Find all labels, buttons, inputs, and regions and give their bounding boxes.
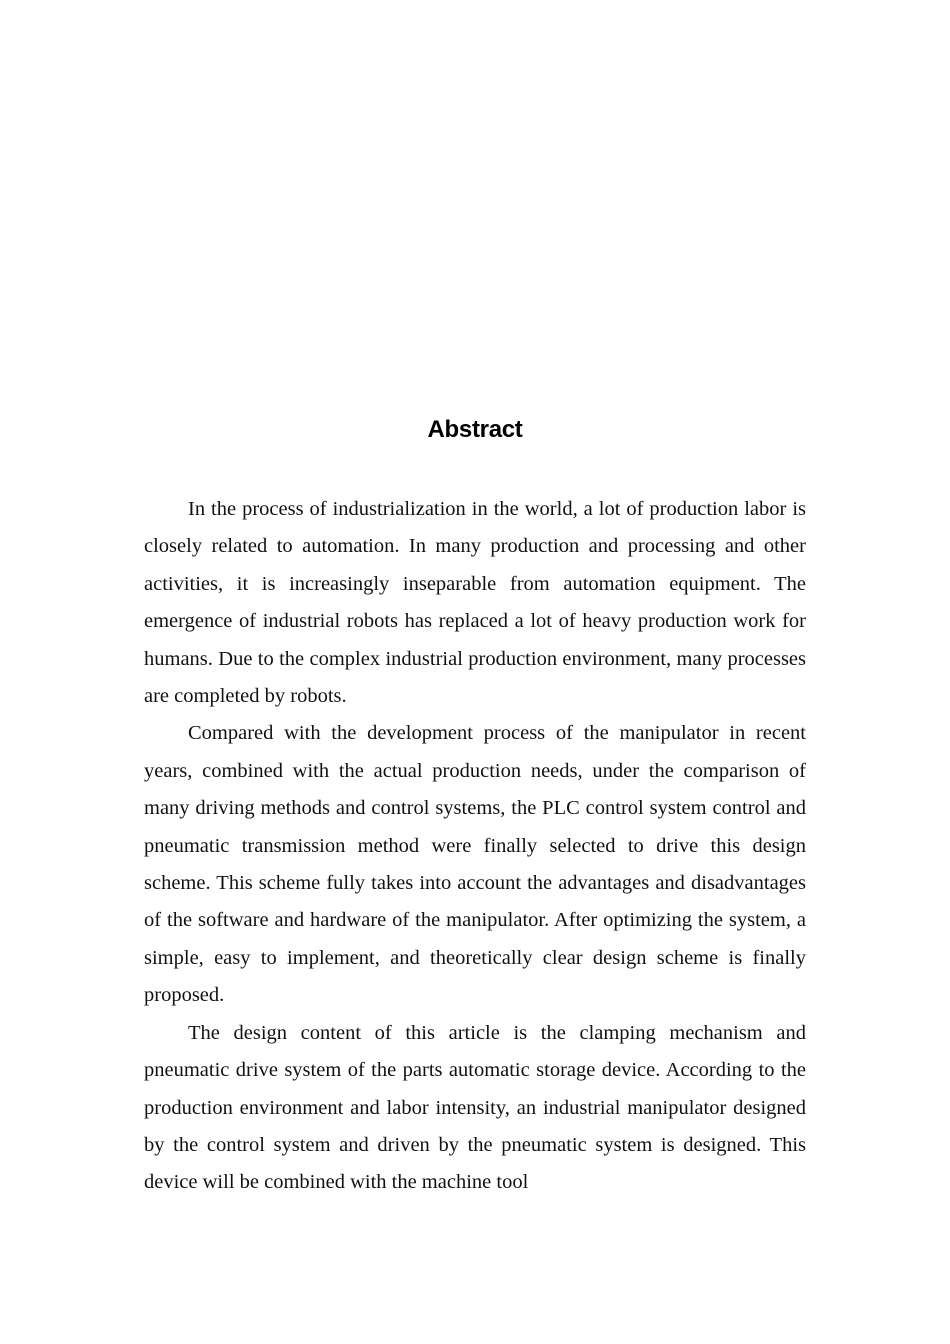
abstract-paragraph-1: In the process of industrialization in the world, a lot of production labor is closely related to automation. In many production and processing and other activities, it is increasingly inseparable from automation equipment. The emergence of industrial robots has replaced a lot of heavy production work for humans. Due to the complex industrial production environment, many processes are completed by robots. (144, 498, 806, 708)
abstract-paragraph-3: The design content of this article is the clamping mechanism and pneumatic drive system of the parts automatic storage device. According to the production environment and labor intensity, an industrial manipulator designed by the control system and driven by the pneumatic system is designed. This device will be combined with the machine tool (144, 1021, 806, 1194)
abstract-body (144, 491, 806, 1202)
abstract-paragraph-2: Compared with the development process of the manipulator in recent years, combined with the actual production needs, under the comparison of many driving methods and control systems, the PLC control system control and pneumatic transmission method were finally selected to drive this design scheme. This scheme fully takes into account the advantages and disadvantages of the software and hardware of the manipulator. After optimizing the system, a simple, easy to implement, and theoretically clear design scheme is finally proposed. (144, 722, 806, 1007)
abstract-heading: Abstract (427, 416, 523, 443)
